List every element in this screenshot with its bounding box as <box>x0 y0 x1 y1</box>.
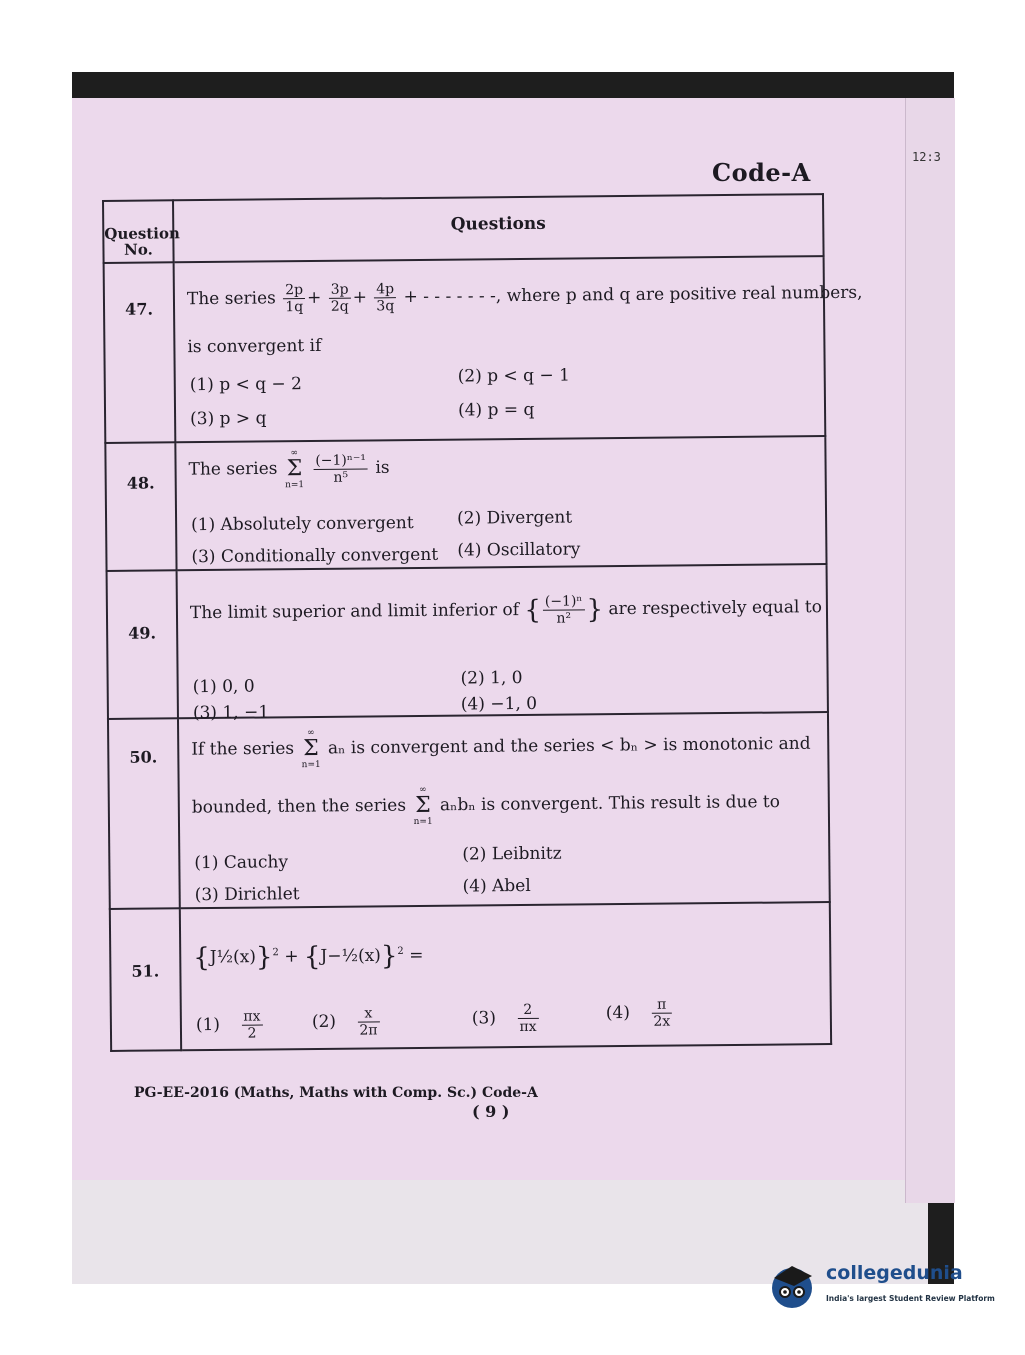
question-stem: The series <box>188 458 278 480</box>
bessel-term-b: J−½(x) <box>320 945 381 967</box>
option-2: (2) Divergent <box>456 507 573 529</box>
series-term: $\frac{3p}{2q}$ <box>330 281 349 315</box>
option-1: (1) p < q − 2 <box>189 374 303 396</box>
question-body <box>175 436 826 570</box>
question-table <box>102 193 863 1052</box>
question-number: 48. <box>105 442 176 571</box>
questions-header: Questions <box>173 194 824 262</box>
question-stem-line2: bounded, then the series <box>191 795 407 818</box>
question-number: 50. <box>108 718 180 909</box>
question-number: 47. <box>104 262 176 443</box>
question-row-48 <box>105 436 826 571</box>
question-stem-mid: aₙ is convergent and the series < bₙ > is monotonic and <box>327 733 811 759</box>
question-stem: The series <box>186 288 276 310</box>
option-3: (3) Dirichlet <box>194 884 300 906</box>
question-body: The limit superior and limit inferior of { $\frac{\text{(−1)ⁿ}}{\text{n²}}$ } are respectively equal to (1) 0, 0 (2) 1, 0 (3) 1, −1 (4) −1, 0 <box>177 564 828 718</box>
question-number: 51. <box>110 908 181 1051</box>
option-1: (1) Cauchy <box>194 852 289 874</box>
question-body <box>178 712 830 908</box>
question-row-51 <box>110 902 831 1051</box>
option-4: (4) −1, 0 <box>460 693 538 715</box>
series-term: $\frac{4p}{3q}$ <box>376 281 395 315</box>
code-label: Code-A <box>712 158 811 187</box>
series-term: $\frac{\text{(−1)ⁿ⁻¹}}{\text{n⁵}}$ <box>313 452 368 486</box>
underlying-page-edge <box>905 98 955 1203</box>
option-4: (4) Abel <box>462 875 531 897</box>
table-header-row <box>103 194 824 263</box>
option-4: (4) $\frac{\pi}{2x}$ <box>605 996 671 1030</box>
question-sheet <box>102 193 863 1052</box>
question-stem-line2: is convergent if <box>187 335 322 358</box>
question-stem-suffix: aₙbₙ is convergent. This result is due to <box>439 792 781 816</box>
option-1: (1) $\frac{\pi x}{2}$ <box>196 1008 265 1042</box>
option-4: (4) Oscillatory <box>457 539 581 561</box>
question-row-49 <box>107 564 828 719</box>
option-3: (3) Conditionally convergent <box>191 544 439 568</box>
question-stem-suffix: are respectively equal to <box>608 597 822 620</box>
question-row-47 <box>104 256 826 443</box>
expression-equals: = <box>409 945 424 966</box>
option-4: (4) p = q <box>457 399 535 421</box>
brand-name: collegedunia <box>826 1262 963 1284</box>
question-body: The series $\frac{2p}{1q}$ + $\frac{3p}{2q}$ + $\frac{4p}{3q}$ + - - - - - - -, where p and q are positive real numbers, is convergent if (1) p < q − 2 (2) p < q − 1 (3) p > q (4) p = q <box>174 256 826 442</box>
option-2: (2) Leibnitz <box>462 843 562 865</box>
series-term: $\frac{2p}{1q}$ <box>285 282 304 316</box>
sequence-term: $\frac{\text{(−1)ⁿ}}{\text{n²}}$ <box>543 593 585 626</box>
question-no-header: Question No. <box>103 200 174 263</box>
page-number: ( 9 ) <box>472 1102 510 1121</box>
option-1: (1) 0, 0 <box>192 676 255 698</box>
option-2: (2) 1, 0 <box>460 667 523 689</box>
option-2: (2) $\frac{x}{2\pi}$ <box>311 1005 378 1039</box>
question-stem: The limit superior and limit inferior of <box>189 600 520 624</box>
summation: ∞ Σ n=1 <box>284 448 305 491</box>
option-3: (3) p > q <box>190 408 267 430</box>
brand-tagline: India's largest Student Review Platform <box>826 1294 995 1303</box>
summation: ∞ Σ n=1 <box>301 727 321 771</box>
question-stem-suffix: is <box>375 457 390 478</box>
option-3: (3) 1, −1 <box>192 702 270 724</box>
option-3: (3) $\frac{2}{\pi x}$ <box>471 1001 537 1036</box>
option-1: (1) Absolutely convergent <box>191 513 414 536</box>
question-stem: If the series <box>191 738 295 760</box>
corner-mark: 12:3 <box>912 150 941 164</box>
question-row-50 <box>108 712 830 909</box>
bessel-term-a: J½(x) <box>209 947 257 968</box>
question-stem-suffix: + - - - - - - -, where p and q are positive real numbers, <box>403 282 863 308</box>
option-2: (2) p < q − 1 <box>457 365 570 387</box>
exam-footer: PG-EE-2016 (Maths, Maths with Comp. Sc.) Code-A <box>134 1085 538 1101</box>
question-body: {J½(x)}$^2$ + {J−½(x)}$^2$ = (1) $\frac{\pi x}{2}$ (2) $\frac{x}{2\pi}$ (3) $\frac{2}{\pi x}$ (4) $\frac{\pi}{2x}$ <box>180 902 831 1050</box>
summation: ∞ Σ n=1 <box>413 784 433 828</box>
question-number: 49. <box>107 570 178 719</box>
